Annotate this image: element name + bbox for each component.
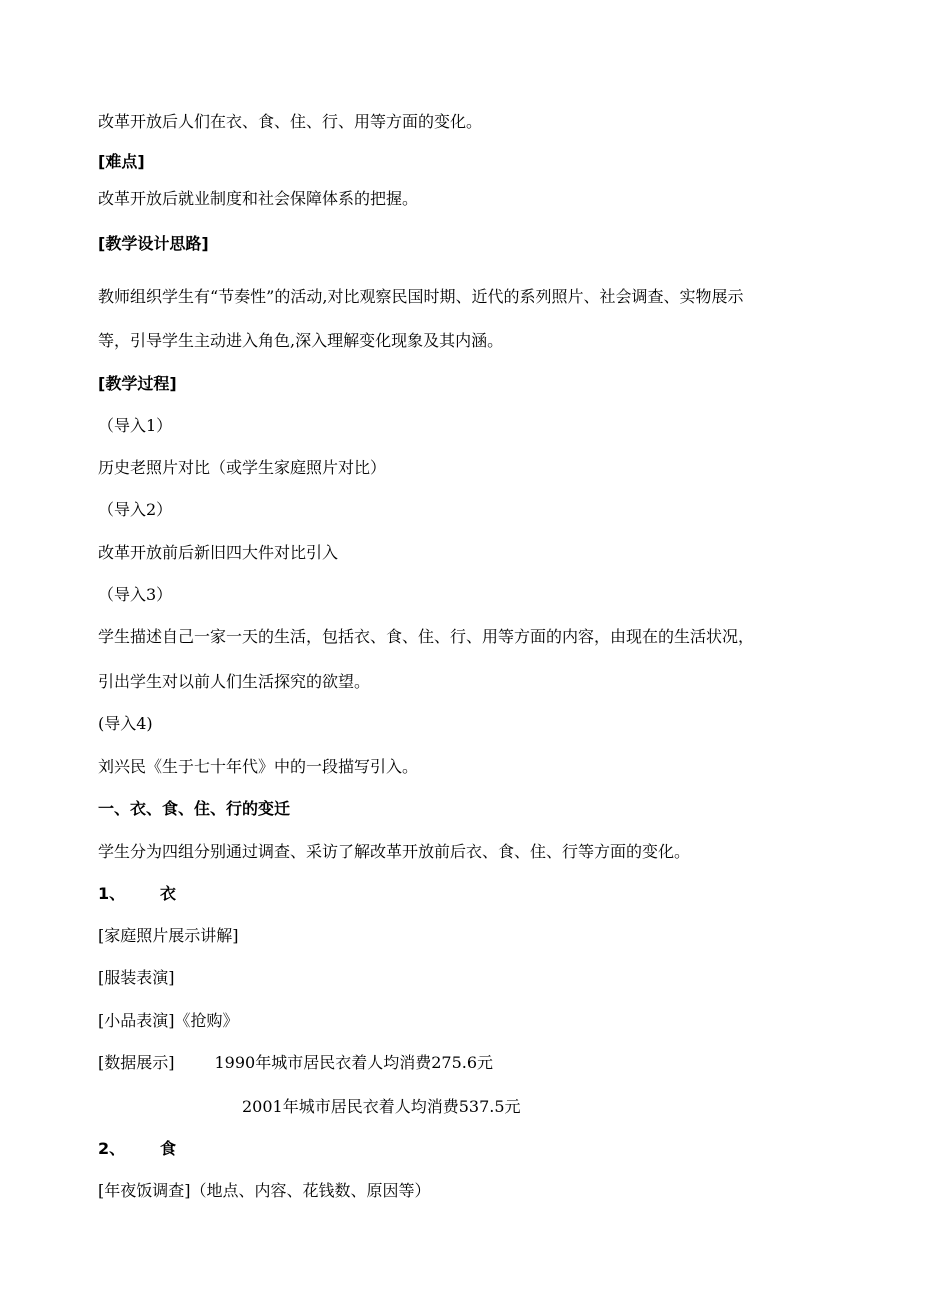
subheading-number: 1、 bbox=[98, 884, 126, 903]
text-line: （导入1） bbox=[98, 416, 173, 435]
heading-section-one: 一、衣、食、住、行的变迁 bbox=[98, 799, 291, 818]
text-line: 刘兴民《生于七十年代》中的一段描写引入。 bbox=[98, 757, 419, 776]
text-line: （导入3） bbox=[98, 585, 173, 604]
text-line: 学生描述自己一家一天的生活，包括衣、食、住、行、用等方面的内容，由现在的生活状况， bbox=[98, 627, 755, 646]
text-line: （导入2） bbox=[98, 500, 173, 519]
list-item: [家庭照片展示讲解] bbox=[98, 926, 239, 945]
data-show-label: [数据展示] bbox=[98, 1053, 175, 1072]
text-line: 等，引导学生主动进入角色,深入理解变化现象及其内涵。 bbox=[98, 331, 504, 350]
subheading-number: 2、 bbox=[98, 1139, 126, 1158]
text-line: 历史老照片对比（或学生家庭照片对比） bbox=[98, 458, 387, 477]
data-show-line bbox=[98, 1053, 493, 1073]
subheading-food bbox=[98, 1139, 176, 1159]
subheading-clothing bbox=[98, 884, 176, 904]
list-item: [年夜饭调查]（地点、内容、花钱数、原因等） bbox=[98, 1181, 431, 1200]
heading-difficulty: [难点] bbox=[98, 152, 145, 171]
list-item: [服装表演] bbox=[98, 968, 175, 987]
data-show-value-1990: 1990年城市居民衣着人均消费275.6元 bbox=[214, 1053, 494, 1072]
subheading-title: 食 bbox=[160, 1139, 177, 1158]
text-line: 改革开放后人们在衣、食、住、行、用等方面的变化。 bbox=[98, 112, 483, 131]
data-show-value-2001: 2001年城市居民衣着人均消费537.5元 bbox=[242, 1097, 521, 1116]
list-item: [小品表演]《抢购》 bbox=[98, 1011, 239, 1030]
text-line: 教师组织学生有“节奏性”的活动,对比观察民国时期、近代的系列照片、社会调查、实物展示 bbox=[98, 287, 744, 306]
heading-process: [教学过程] bbox=[98, 374, 177, 393]
subheading-title: 衣 bbox=[160, 884, 177, 903]
text-line: 学生分为四组分别通过调查、采访了解改革开放前后衣、食、住、行等方面的变化。 bbox=[98, 842, 691, 861]
text-line: 引出学生对以前人们生活探究的欲望。 bbox=[98, 672, 371, 691]
text-line: 改革开放后就业制度和社会保障体系的把握。 bbox=[98, 189, 419, 208]
text-line: 改革开放前后新旧四大件对比引入 bbox=[98, 543, 339, 562]
text-line: (导入4) bbox=[98, 714, 153, 733]
heading-design: [教学设计思路] bbox=[98, 234, 209, 253]
